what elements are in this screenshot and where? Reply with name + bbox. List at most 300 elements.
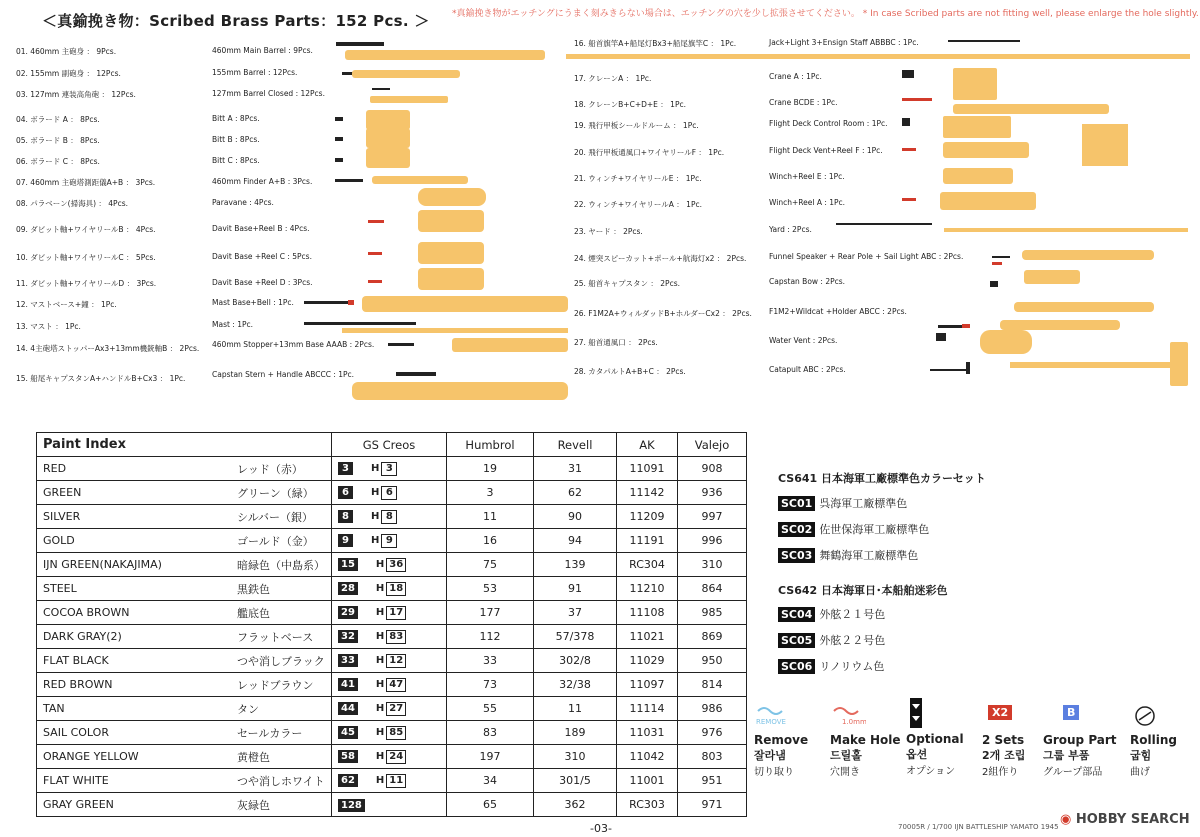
paint-name: COCOA BROWN	[37, 601, 232, 625]
legend-label-jp: グループ部品	[1043, 767, 1103, 778]
humbrol-cell: 83	[447, 721, 534, 745]
valejo-cell: 976	[678, 721, 747, 745]
table-row	[37, 769, 747, 793]
part-label-en: Davit Base+Reel B : 4Pcs.	[212, 224, 310, 233]
legend-label-jp: 穴開き	[830, 767, 860, 778]
color-set-title: CS642 日本海軍日･本船舶迷彩色	[778, 584, 948, 597]
part-enlarged-stopper	[452, 338, 568, 352]
revell-cell: 362	[534, 793, 617, 817]
valejo-cell: 310	[678, 553, 747, 577]
legend-label-ko: 옵션	[906, 748, 928, 761]
legend-optional	[906, 698, 964, 777]
gs-creos-cell	[332, 673, 447, 697]
part-label-jp: 18. クレーンB+C+D+E ： 1Pc.	[574, 100, 686, 109]
ak-cell: 11209	[617, 505, 678, 529]
part-label-en: Flight Deck Vent+Reel F : 1Pc.	[769, 146, 883, 155]
gs-creos-cell	[332, 529, 447, 553]
part-actual-size	[335, 179, 363, 182]
gs-creos-cell	[332, 577, 447, 601]
gs-h-code: 9	[381, 534, 397, 548]
gs-creos-cell	[332, 745, 447, 769]
part-enlarged-barrel	[345, 50, 545, 60]
part-actual-size-red	[348, 300, 354, 305]
revell-cell: 90	[534, 505, 617, 529]
paint-name-jp: タン	[231, 697, 332, 721]
part-enlarged-barrel	[370, 96, 448, 103]
ak-cell: 11042	[617, 745, 678, 769]
part-label-en: Winch+Reel A : 1Pc.	[769, 198, 846, 207]
humbrol-h-prefix: H	[371, 535, 380, 546]
humbrol-h-prefix: H	[371, 511, 380, 522]
part-actual-size	[966, 362, 970, 374]
paint-name: DARK GRAY(2)	[37, 625, 232, 649]
paint-name: SAIL COLOR	[37, 721, 232, 745]
valejo-cell: 971	[678, 793, 747, 817]
table-row	[37, 697, 747, 721]
part-label-jp: 27. 船首通風口 ： 2Pcs.	[574, 338, 658, 347]
valejo-cell: 864	[678, 577, 747, 601]
color-code-badge: SC02	[778, 522, 815, 537]
gs-code: 128	[338, 799, 365, 812]
humbrol-cell: 65	[447, 793, 534, 817]
humbrol-cell: 75	[447, 553, 534, 577]
humbrol-h-prefix: H	[371, 487, 380, 498]
header-paint-index: Paint Index	[37, 433, 332, 457]
part-label-jp: 17. クレーンA ： 1Pc.	[574, 74, 652, 83]
color-set-item	[778, 606, 885, 622]
watermark-logo	[1060, 812, 1190, 827]
part-label-en: Jack+Light 3+Ensign Staff ABBBC : 1Pc.	[769, 38, 919, 47]
part-label-en: Capstan Bow : 2Pcs.	[769, 277, 846, 286]
part-label-en: 127mm Barrel Closed : 12Pcs.	[212, 89, 325, 98]
part-label-en: Paravane : 4Pcs.	[212, 198, 274, 207]
part-actual-size	[990, 281, 998, 287]
part-label-jp: 12. マストベース+鐘 ： 1Pc.	[16, 300, 117, 309]
part-label-en: Water Vent : 2Pcs.	[769, 336, 838, 345]
part-label-jp: 24. 煙突スピーカット+ポール+航海灯x2 ： 2Pcs.	[574, 254, 747, 263]
page-title: ＜真鍮挽き物：Scribed Brass Parts：152 Pcs. ＞	[42, 12, 430, 30]
legend-label-ko: 2개 조립	[982, 749, 1026, 762]
valejo-cell: 803	[678, 745, 747, 769]
legend-group-part	[1043, 705, 1117, 778]
part-enlarged-staff	[566, 54, 1190, 59]
gs-code: 62	[338, 774, 358, 787]
part-actual-size	[335, 158, 343, 162]
legend-label-en: 2 Sets	[982, 733, 1025, 747]
part-label-jp: 22. ウィンチ+ワイヤリールA ： 1Pc.	[574, 200, 702, 209]
part-enlarged-yard	[944, 228, 1188, 232]
gs-creos-cell	[332, 697, 447, 721]
color-set-item	[778, 632, 885, 648]
part-label-en: Mast : 1Pc.	[212, 320, 254, 329]
color-set-label: 舞鶴海軍工廠標準色	[819, 549, 919, 562]
humbrol-cell: 19	[447, 457, 534, 481]
color-code-badge: SC04	[778, 607, 815, 622]
optional-icon	[906, 698, 964, 728]
gs-h-code: 8	[381, 510, 397, 524]
revell-cell: 301/5	[534, 769, 617, 793]
rolling-icon	[1130, 705, 1177, 727]
part-enlarged-holder	[1000, 320, 1120, 330]
two-sets-badge: X2	[988, 705, 1012, 720]
paint-index-table	[36, 432, 747, 817]
header-revell: Revell	[534, 433, 617, 457]
gs-creos-cell	[332, 793, 447, 817]
product-code: 70005R / 1/700 IJN BATTLESHIP YAMATO 1945	[898, 823, 1059, 831]
part-label-jp: 02. 155mm 副砲身 ： 12Pcs.	[16, 69, 121, 78]
paint-name-jp: レッド（赤）	[231, 457, 332, 481]
ak-cell: 11210	[617, 577, 678, 601]
legend-label-ko: 잘라냄	[754, 749, 786, 762]
gs-code: 44	[338, 702, 358, 715]
color-set-title: CS641 日本海軍工廠標準色カラーセット	[778, 472, 986, 485]
part-label-jp: 10. ダビット軸+ワイヤリールC ： 5Pcs.	[16, 253, 156, 262]
table-row	[37, 625, 747, 649]
part-enlarged-mast	[342, 328, 568, 333]
color-set-label: リノリウム色	[819, 660, 885, 673]
color-set-label: 呉海軍工廠標準色	[819, 497, 908, 510]
gs-creos-cell	[332, 553, 447, 577]
color-set-label: 外舷２２号色	[819, 634, 886, 647]
part-actual-size-red	[368, 220, 384, 223]
revell-cell: 57/378	[534, 625, 617, 649]
part-label-jp: 09. ダビット軸+ワイヤリールB ： 4Pcs.	[16, 225, 156, 234]
part-enlarged-capstan	[352, 382, 568, 400]
group-part-icon	[1043, 705, 1117, 727]
gs-h-code: 18	[386, 582, 406, 596]
part-actual-size-red	[368, 252, 382, 255]
part-enlarged-finder	[372, 176, 468, 184]
revell-cell: 11	[534, 697, 617, 721]
revell-cell: 310	[534, 745, 617, 769]
table-header-row	[37, 433, 747, 457]
paint-name: FLAT WHITE	[37, 769, 232, 793]
part-label-jp: 05. ボラード B ： 8Pcs.	[16, 136, 100, 145]
humbrol-h-prefix: H	[375, 583, 385, 594]
gs-code: 32	[338, 630, 358, 643]
paint-name-jp: シルバー（銀）	[231, 505, 332, 529]
revell-cell: 91	[534, 577, 617, 601]
part-enlarged-paravane	[418, 188, 486, 206]
part-label-en: Yard : 2Pcs.	[769, 225, 812, 234]
humbrol-cell: 34	[447, 769, 534, 793]
paint-name: GOLD	[37, 529, 232, 553]
paint-name: GREEN	[37, 481, 232, 505]
group-part-badge: B	[1063, 705, 1079, 720]
table-row	[37, 505, 747, 529]
part-label-en: Mast Base+Bell : 1Pc.	[212, 298, 294, 307]
paint-name: STEEL	[37, 577, 232, 601]
paint-name: TAN	[37, 697, 232, 721]
legend-remove	[754, 705, 808, 778]
part-label-en: Bitt C : 8Pcs.	[212, 156, 260, 165]
part-label-en: F1M2+Wildcat +Holder ABCC : 2Pcs.	[769, 307, 907, 316]
revell-cell: 32/38	[534, 673, 617, 697]
gs-h-code: 6	[381, 486, 397, 500]
legend-label-ko: 드릴홀	[830, 749, 862, 762]
humbrol-h-prefix: H	[375, 559, 385, 570]
part-actual-size-red	[902, 198, 916, 201]
paint-name: IJN GREEN(NAKAJIMA)	[37, 553, 232, 577]
valejo-cell: 996	[678, 529, 747, 553]
part-label-jp: 21. ウィンチ+ワイヤリールE ： 1Pc.	[574, 174, 702, 183]
gs-h-code: 12	[386, 654, 406, 668]
table-row	[37, 529, 747, 553]
part-label-en: 460mm Finder A+B : 3Pcs.	[212, 177, 313, 186]
make-hole-icon-text: 1.0mm	[842, 718, 866, 726]
gs-creos-cell	[332, 481, 447, 505]
legend-label-ko: 굽힘	[1130, 749, 1152, 762]
table-row	[37, 601, 747, 625]
part-enlarged-davit	[418, 242, 484, 264]
humbrol-h-prefix: H	[371, 463, 380, 474]
header-humbrol: Humbrol	[447, 433, 534, 457]
ak-cell: RC304	[617, 553, 678, 577]
paint-name: GRAY GREEN	[37, 793, 232, 817]
ak-cell: 11097	[617, 673, 678, 697]
part-label-jp: 01. 460mm 主砲身 ： 9Pcs.	[16, 47, 117, 56]
paint-name: SILVER	[37, 505, 232, 529]
part-actual-size	[372, 88, 390, 90]
table-row	[37, 481, 747, 505]
part-enlarged-catapult	[1170, 342, 1188, 386]
part-label-jp: 14. 4主砲塔ストッパーAx3+13mm機銃軸B ： 2Pcs.	[16, 344, 200, 353]
part-label-jp: 23. ヤード ： 2Pcs.	[574, 227, 643, 236]
legend-label-jp: オプション	[906, 766, 956, 777]
gs-h-code: 47	[386, 678, 406, 692]
part-actual-size	[948, 40, 1020, 42]
part-label-en: Funnel Speaker + Rear Pole + Sail Light ABC : 2Pcs.	[769, 252, 964, 261]
gs-code: 29	[338, 606, 358, 619]
part-label-jp: 19. 飛行甲板シールドルーム ： 1Pc.	[574, 121, 699, 130]
humbrol-h-prefix: H	[375, 679, 385, 690]
valejo-cell: 986	[678, 697, 747, 721]
part-enlarged-crane	[953, 104, 1109, 114]
gs-h-code: 27	[386, 702, 406, 716]
part-label-jp: 08. パラベーン(掃海具) ： 4Pcs.	[16, 199, 128, 208]
part-label-en: 460mm Main Barrel : 9Pcs.	[212, 46, 313, 55]
gs-code: 6	[338, 486, 353, 499]
paint-name-jp: 黒鉄色	[231, 577, 332, 601]
gs-creos-cell	[332, 457, 447, 481]
humbrol-h-prefix: H	[375, 655, 385, 666]
part-enlarged-bitt	[366, 128, 410, 148]
gs-creos-cell	[332, 721, 447, 745]
humbrol-cell: 73	[447, 673, 534, 697]
ak-cell: RC303	[617, 793, 678, 817]
gs-code: 33	[338, 654, 358, 667]
color-code-badge: SC03	[778, 548, 815, 563]
ak-cell: 11001	[617, 769, 678, 793]
part-label-jp: 28. カタパルトA+B+C ： 2Pcs.	[574, 367, 686, 376]
part-label-jp: 16. 船首旗竿A+船尾灯Bx3+船尾旗竿C ： 1Pc.	[574, 39, 737, 48]
ak-cell: 11029	[617, 649, 678, 673]
color-code-badge: SC05	[778, 633, 815, 648]
part-enlarged-bitt	[366, 148, 410, 168]
gs-h-code: 85	[386, 726, 406, 740]
gs-creos-cell	[332, 769, 447, 793]
part-enlarged-davit	[418, 268, 484, 290]
part-enlarged-funnel-speaker	[1022, 250, 1154, 260]
part-actual-size	[396, 372, 436, 376]
gs-code: 15	[338, 558, 358, 571]
part-actual-size	[335, 137, 343, 141]
valejo-cell: 814	[678, 673, 747, 697]
part-label-en: Davit Base +Reel D : 3Pcs.	[212, 278, 313, 287]
color-set-label: 佐世保海軍工廠標準色	[819, 523, 930, 536]
revell-cell: 139	[534, 553, 617, 577]
part-enlarged-catapult	[1010, 362, 1170, 368]
paint-name: FLAT BLACK	[37, 649, 232, 673]
gs-code: 41	[338, 678, 358, 691]
legend-label-en: Make Hole	[830, 733, 901, 747]
paint-name-jp: つや消しホワイト	[231, 769, 332, 793]
two-sets-icon	[982, 705, 1025, 727]
humbrol-h-prefix: H	[375, 631, 385, 642]
part-label-en: Davit Base +Reel C : 5Pcs.	[212, 252, 312, 261]
ak-cell: 11021	[617, 625, 678, 649]
paint-name-jp: ゴールド（金）	[231, 529, 332, 553]
humbrol-h-prefix: H	[375, 775, 385, 786]
part-label-jp: 04. ボラード A ： 8Pcs.	[16, 115, 100, 124]
part-enlarged-mast-base	[362, 296, 568, 312]
part-enlarged-water-vent	[980, 330, 1032, 354]
ak-cell: 11108	[617, 601, 678, 625]
part-actual-size-red	[368, 280, 382, 283]
color-set-item	[778, 521, 929, 537]
part-label-en: Flight Deck Control Room : 1Pc.	[769, 119, 888, 128]
part-enlarged-crane	[953, 68, 997, 100]
part-label-en: Catapult ABC : 2Pcs.	[769, 365, 846, 374]
paint-name-jp: 艦底色	[231, 601, 332, 625]
revell-cell: 31	[534, 457, 617, 481]
fit-note: *真鍮挽き物がエッチングにうまく刻みきらない場合は、エッチングの穴を少し拡張させてください。 * In case Scribed parts are not fitting well, please enlarge the hole slightly.	[452, 9, 1199, 19]
part-label-jp: 15. 船尾キャプスタンA+ハンドルB+Cx3 ： 1Pc.	[16, 374, 186, 383]
valejo-cell: 997	[678, 505, 747, 529]
humbrol-h-prefix: H	[375, 751, 385, 762]
part-actual-size	[336, 42, 384, 46]
part-enlarged-winch	[940, 192, 1036, 210]
table-row	[37, 649, 747, 673]
watermark-text: HOBBY SEARCH	[1075, 812, 1190, 827]
part-label-jp: 03. 127mm 連装高角砲 ： 12Pcs.	[16, 90, 136, 99]
ak-cell: 11191	[617, 529, 678, 553]
legend-label-en: Remove	[754, 733, 809, 747]
table-row	[37, 721, 747, 745]
part-actual-size	[936, 333, 946, 341]
legend-label-jp: 切り取り	[754, 767, 794, 778]
remove-icon	[754, 705, 808, 727]
watermark-icon: ◉	[1060, 812, 1076, 827]
part-enlarged-reel	[943, 142, 1029, 158]
table-row	[37, 457, 747, 481]
gs-creos-cell	[332, 625, 447, 649]
part-label-en: Winch+Reel E : 1Pc.	[769, 172, 845, 181]
gs-creos-cell	[332, 505, 447, 529]
page-number: -03-	[590, 822, 612, 835]
legend-label-en: Group Part	[1043, 733, 1117, 747]
part-enlarged-barrel	[352, 70, 460, 78]
ak-cell: 11091	[617, 457, 678, 481]
paint-name: RED	[37, 457, 232, 481]
humbrol-cell: 112	[447, 625, 534, 649]
revell-cell: 94	[534, 529, 617, 553]
part-label-en: 460mm Stopper+13mm Base AAAB : 2Pcs.	[212, 340, 375, 349]
gs-code: 28	[338, 582, 358, 595]
gs-h-code: 3	[381, 462, 397, 476]
valejo-cell: 951	[678, 769, 747, 793]
part-label-en: 155mm Barrel : 12Pcs.	[212, 68, 298, 77]
legend-make-hole	[830, 705, 901, 778]
humbrol-cell: 3	[447, 481, 534, 505]
part-enlarged-room	[943, 116, 1011, 138]
part-actual-size-red	[962, 324, 970, 328]
legend-label-en: Rolling	[1130, 733, 1177, 747]
part-label-en: Capstan Stern + Handle ABCCC : 1Pc.	[212, 370, 355, 379]
part-enlarged-winch	[943, 168, 1013, 184]
paint-name-jp: 黄橙色	[231, 745, 332, 769]
gs-h-code: 11	[386, 774, 406, 788]
gs-h-code: 36	[386, 558, 406, 572]
legend-label-ko: 그룹 부품	[1043, 749, 1090, 762]
table-row	[37, 673, 747, 697]
make-hole-icon	[830, 705, 901, 727]
part-actual-size-red	[992, 262, 1002, 265]
paint-name-jp: レッドブラウン	[231, 673, 332, 697]
humbrol-cell: 11	[447, 505, 534, 529]
humbrol-h-prefix: H	[375, 727, 385, 738]
gs-creos-cell	[332, 601, 447, 625]
gs-creos-cell	[332, 649, 447, 673]
ak-cell: 11142	[617, 481, 678, 505]
paint-name: ORANGE YELLOW	[37, 745, 232, 769]
part-actual-size	[930, 369, 968, 371]
paint-name-jp: 暗緑色（中島系）	[231, 553, 332, 577]
gs-code: 8	[338, 510, 353, 523]
gs-h-code: 17	[386, 606, 406, 620]
valejo-cell: 936	[678, 481, 747, 505]
revell-cell: 62	[534, 481, 617, 505]
color-set-item	[778, 547, 918, 563]
humbrol-cell: 55	[447, 697, 534, 721]
part-enlarged-davit	[418, 210, 484, 232]
valejo-cell: 869	[678, 625, 747, 649]
part-actual-size	[304, 301, 350, 304]
color-code-badge: SC06	[778, 659, 815, 674]
remove-icon-text: REMOVE	[756, 718, 786, 726]
header-valejo: Valejo	[678, 433, 747, 457]
header-ak: AK	[617, 433, 678, 457]
legend-rolling	[1130, 705, 1177, 778]
gs-h-code: 83	[386, 630, 406, 644]
humbrol-h-prefix: H	[375, 703, 385, 714]
part-label-jp: 20. 飛行甲板通風口+ワイヤリールF ： 1Pc.	[574, 148, 725, 157]
part-actual-size	[335, 117, 343, 121]
color-set-label: 外舷２１号色	[819, 608, 886, 621]
legend-two-sets	[982, 705, 1025, 778]
legend-label-en: Optional	[906, 732, 964, 746]
gs-code: 3	[338, 462, 353, 475]
gs-h-code: 24	[386, 750, 406, 764]
ak-cell: 11031	[617, 721, 678, 745]
paint-name-jp: つや消しブラック	[231, 649, 332, 673]
legend-label-jp: 曲げ	[1130, 767, 1150, 778]
part-enlarged-f1m2	[1014, 302, 1154, 312]
part-label-en: Bitt B : 8Pcs.	[212, 135, 260, 144]
paint-name-jp: セールカラー	[231, 721, 332, 745]
part-actual-size	[388, 343, 414, 346]
gs-code: 45	[338, 726, 358, 739]
